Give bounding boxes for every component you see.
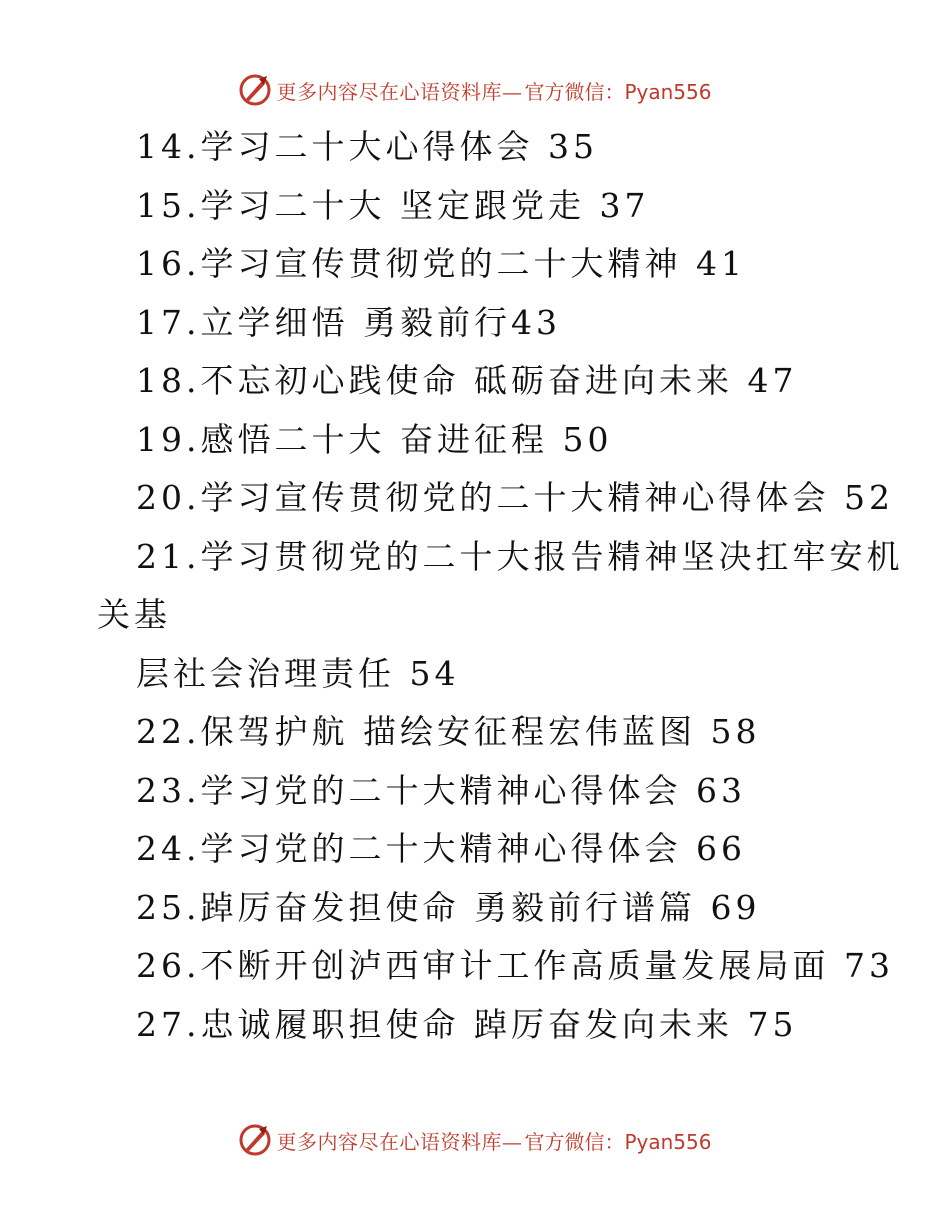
toc-entry: 18.不忘初心践使命 砥砺奋进向未来 47 bbox=[136, 361, 798, 400]
footer-banner bbox=[0, 1120, 950, 1160]
toc-entry: 15.学习二十大 坚定跟党走 37 bbox=[136, 185, 650, 225]
toc-entry: 21.学习贯彻党的二十大报告精神坚决扛牢安机 bbox=[136, 536, 904, 576]
toc-entry: 26.不断开创泸西审计工作高质量发展局面 73 bbox=[136, 946, 894, 985]
table-of-contents bbox=[0, 118, 950, 1054]
toc-entry: 27.忠诚履职担使命 踔厉奋发向未来 75 bbox=[136, 1004, 798, 1044]
toc-entry: 16.学习宣传贯彻党的二十大精神 41 bbox=[136, 244, 746, 283]
header-banner bbox=[0, 70, 950, 110]
toc-entry: 19.感悟二十大 奋进征程 50 bbox=[136, 419, 613, 459]
toc-entry: 24.学习党的二十大精神心得体会 66 bbox=[136, 829, 746, 868]
toc-entry: 23.学习党的二十大精神心得体会 63 bbox=[136, 770, 746, 810]
banner-text: 更多内容尽在心语资料库— bbox=[276, 79, 523, 104]
banner-text: 更多内容尽在心语资料库— bbox=[276, 1129, 523, 1154]
toc-entry: 14.学习二十大心得体会 35 bbox=[136, 127, 598, 166]
toc-entry: 20.学习宣传贯彻党的二十大精神心得体会 52 bbox=[136, 478, 894, 517]
toc-entry-continuation: 层社会治理责任 54 bbox=[136, 653, 460, 693]
banner-wechat: 官方微信：Pyan556 bbox=[524, 79, 712, 104]
toc-entry-continuation: 关基 bbox=[97, 595, 171, 634]
toc-entry: 17.立学细悟 勇毅前行43 bbox=[136, 302, 561, 342]
banner-wechat: 官方微信：Pyan556 bbox=[524, 1129, 712, 1154]
quill-logo-icon bbox=[238, 1123, 272, 1157]
toc-entry: 25.踔厉奋发担使命 勇毅前行谱篇 69 bbox=[136, 887, 761, 927]
quill-logo-icon bbox=[238, 73, 272, 107]
toc-entry: 22.保驾护航 描绘安征程宏伟蓝图 58 bbox=[136, 712, 761, 751]
